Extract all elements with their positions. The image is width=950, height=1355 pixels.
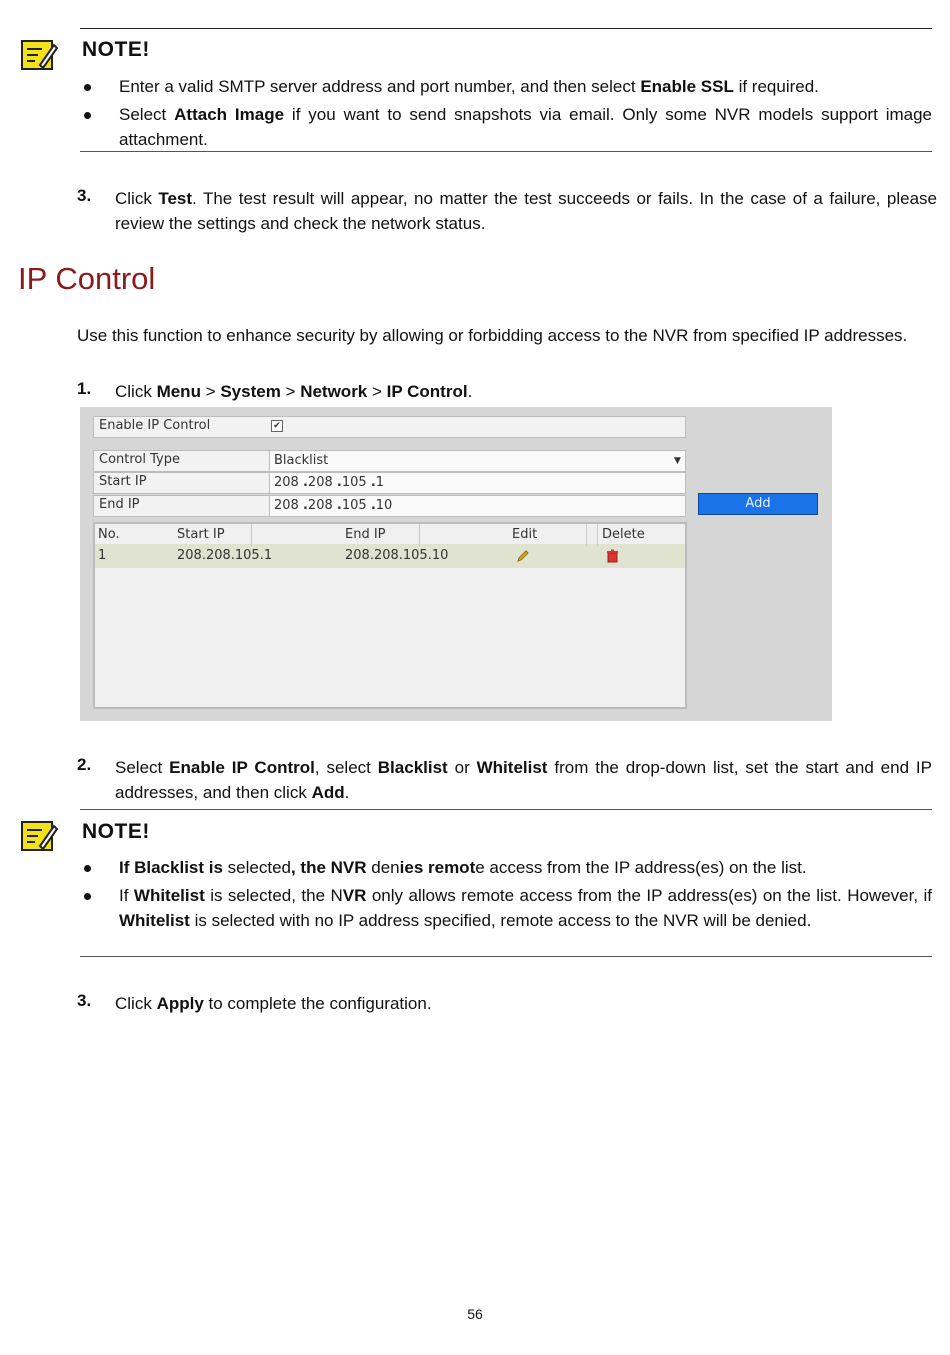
ip-control-screenshot — [80, 407, 832, 721]
enable-ip-control-checkbox[interactable]: ✔ — [271, 420, 283, 432]
column-header-edit: Edit — [512, 527, 538, 542]
bullet-dot — [84, 84, 91, 91]
column-header-start-ip: Start IP — [177, 527, 225, 542]
end-ip-value: 208 .208 .105 .10 — [274, 498, 393, 513]
step-text: Click Apply to complete the configuration. — [115, 994, 432, 1013]
column-header-no: No. — [98, 527, 120, 542]
row-no: 1 — [98, 548, 107, 563]
bullet-dot — [84, 893, 91, 900]
page-number: 56 — [467, 1306, 483, 1322]
note-bottom-rule — [80, 151, 932, 152]
control-type-value: Blacklist — [274, 453, 329, 468]
step-number: 3. — [77, 186, 92, 205]
control-type-label: Control Type — [99, 452, 180, 467]
step-text: Click Menu > System > Network > IP Control. — [115, 382, 473, 401]
note-bullet-text: Select Attach Image if you want to send snapshots via email. Only some NVR models support image attachment. — [119, 105, 932, 149]
add-button[interactable]: Add — [698, 493, 818, 515]
note-pencil-icon — [20, 37, 58, 73]
note-top-rule — [80, 809, 932, 810]
row-end-ip: 208.208.105.10 — [345, 548, 449, 563]
step-number: 2. — [77, 755, 92, 774]
dropdown-arrow-icon: ▼ — [674, 456, 681, 466]
note-bullet-text: If Blacklist is selected, the NVR denies remote access from the IP address(es) on the list. — [119, 858, 807, 877]
step-number: 1. — [77, 379, 92, 398]
row-start-ip: 208.208.105.1 — [177, 548, 273, 563]
control-type-select[interactable] — [269, 450, 686, 472]
column-header-end-ip: End IP — [345, 527, 386, 542]
note-title: NOTE! — [82, 38, 150, 61]
note-bottom-rule — [80, 956, 932, 957]
step-text: Click Test. The test result will appear, no matter the test succeeds or fails. In the case of a failure, please review the settings and check the network status. — [115, 189, 937, 233]
enable-ip-control-label: Enable IP Control — [99, 418, 211, 433]
note-bullet-text: Enter a valid SMTP server address and port number, and then select Enable SSL if required. — [119, 77, 819, 96]
start-ip-label: Start IP — [99, 474, 147, 489]
end-ip-label: End IP — [99, 497, 140, 512]
section-title: IP Control — [18, 261, 156, 296]
delete-trash-icon[interactable] — [606, 549, 619, 563]
start-ip-value: 208 .208 .105 .1 — [274, 475, 385, 490]
edit-pencil-icon[interactable] — [516, 549, 530, 563]
step-text: Select Enable IP Control, select Blacklist or Whitelist from the drop-down list, set the start and end IP addresses, and then click Add. — [115, 758, 932, 802]
note-bullet-text: If Whitelist is selected, the NVR only allows remote access from the IP address(es) on the list. However, if Whitelist is selected with no IP address specified, remote access to the NVR will be denied. — [119, 886, 933, 930]
note-top-rule — [80, 28, 932, 29]
bullet-dot — [84, 112, 91, 119]
bullet-dot — [84, 865, 91, 872]
column-header-delete: Delete — [602, 527, 645, 542]
note-pencil-icon — [20, 818, 58, 854]
note-title: NOTE! — [82, 820, 150, 843]
step-number: 3. — [77, 991, 92, 1010]
intro-paragraph: Use this function to enhance security by allowing or forbidding access to the NVR from specified IP addresses. — [77, 326, 908, 345]
